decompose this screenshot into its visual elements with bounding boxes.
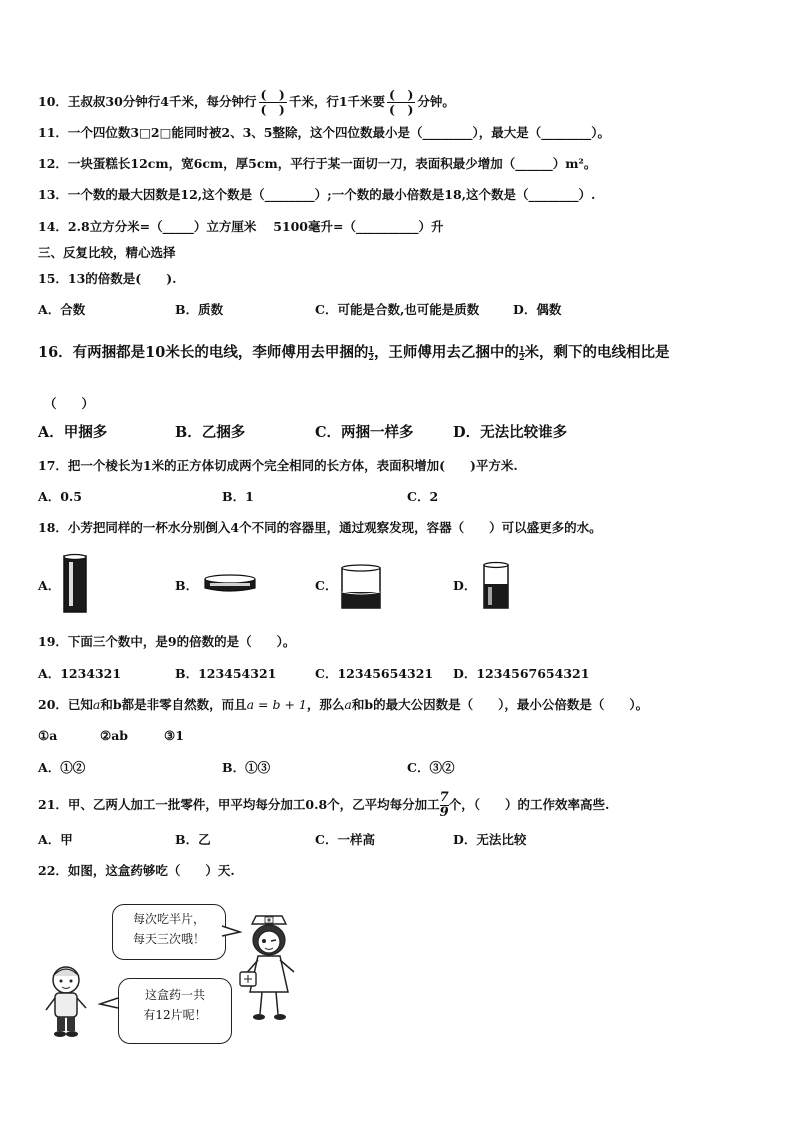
nurse-speech-bubble: 每次吃半片， 每天三次哦！ — [112, 904, 226, 960]
question-13: 13．一个数的最大因数是12,这个数是（________）;一个数的最小倍数是18,这个数是（________）. — [38, 187, 596, 202]
q19-option-a[interactable]: A．1234321 — [38, 666, 122, 681]
question-15: 15．13的倍数是( ). — [38, 271, 177, 286]
q21-option-b[interactable]: B．乙 — [175, 832, 211, 847]
question-20: 20．已知a和b都是非零自然数，而且a = b + 1，那么a和b的最大公因数是（ ），最小公倍数是（ ）。 — [38, 697, 649, 712]
q20-choice-3: ③1 — [164, 728, 184, 743]
q15-option-c[interactable]: C．可能是合数,也可能是质数 — [315, 302, 480, 317]
question-16: 16．有两捆都是10米长的电线，李师傅用去甲捆的 $\frac{1}{2}$ ，王师傅用去乙捆中的 $\frac{1}{2}$ 米，剩下的电线相比是 — [38, 343, 670, 362]
question-22: 22．如图，这盒药够吃（ ）天. — [38, 863, 235, 878]
q19-option-b[interactable]: B．123454321 — [175, 666, 277, 681]
q21-option-a[interactable]: A．甲 — [38, 832, 73, 847]
question-14: 14．2.8立方分米=（_____）立方厘米 5100毫升=（__________）升 — [38, 219, 444, 234]
question-19: 19．下面三个数中，是9的倍数的是（ ）。 — [38, 634, 296, 649]
q15-option-d[interactable]: D．偶数 — [513, 302, 562, 317]
fraction-half-2: $\frac{1}{2}$ — [518, 343, 525, 362]
q19-option-d[interactable]: D．1234567654321 — [453, 666, 590, 681]
container-a-tall-cylinder — [60, 552, 90, 616]
q18-option-a[interactable]: A． — [38, 578, 61, 593]
question-12: 12．一块蛋糕长12cm，宽6cm，厚5cm，平行于某一面切一刀，表面积最少增加（______）m²。 — [38, 156, 597, 171]
fraction-blank-2: $\frac{( )}{( )}$ — [389, 87, 414, 117]
q15-option-a[interactable]: A．合数 — [38, 302, 86, 317]
q16-answer-paren: （ ） — [44, 396, 95, 411]
q15-option-b[interactable]: B．质数 — [175, 302, 224, 317]
question-17: 17．把一个棱长为1米的正方体切成两个完全相同的长方体，表面积增加( )平方米. — [38, 458, 518, 473]
q16-option-b[interactable]: B．乙捆多 — [175, 424, 246, 441]
q17-option-b[interactable]: B．1 — [222, 489, 254, 504]
q20-choice-1: ①a — [38, 728, 58, 743]
q20-option-a[interactable]: A．①② — [38, 760, 86, 775]
q16-option-a[interactable]: A．甲捆多 — [38, 424, 108, 441]
q21-option-c[interactable]: C．一样高 — [315, 832, 375, 847]
q17-option-c[interactable]: C．2 — [407, 489, 439, 504]
fraction-half-1: $\frac{1}{2}$ — [368, 343, 374, 362]
q18-option-b[interactable]: B． — [175, 578, 199, 593]
q17-option-a[interactable]: A．0.5 — [38, 489, 82, 504]
question-10: 10．王叔叔30分钟行4千米，每分钟行 $\frac{( )}{( )}$ 千米，行1千米要 $\frac{( )}{( )}$ 分钟。 — [38, 87, 455, 117]
container-b-flat-dish — [202, 572, 258, 596]
q18-option-d[interactable]: D． — [453, 578, 477, 593]
question-18: 18．小芳把同样的一杯水分别倒入4个不同的容器里，通过观察发现，容器（ ）可以盛更多的水。 — [38, 520, 602, 535]
nurse-cartoon-icon — [238, 914, 300, 1024]
q20-option-b[interactable]: B．①③ — [222, 760, 271, 775]
q16-option-d[interactable]: D．无法比较谁多 — [453, 424, 568, 441]
bubble-tail-2 — [98, 994, 120, 1014]
question-21: 21．甲、乙两人加工一批零件，甲平均每分加工0.8个，乙平均每分加工 $\frac{7}{9}$ 个，（ ）的工作效率高些. — [38, 790, 610, 820]
container-d-narrow-beaker — [480, 560, 512, 612]
q19-option-c[interactable]: C．12345654321 — [315, 666, 434, 681]
q20-option-c[interactable]: C．③② — [407, 760, 455, 775]
question-11: 11．一个四位数3□2□能同时被2、3、5整除，这个四位数最小是（________），最大是（________）。 — [38, 125, 611, 140]
q21-option-d[interactable]: D．无法比较 — [453, 832, 527, 847]
child-speech-bubble: 这盒药一共 有12片呢！ — [118, 978, 232, 1044]
q20-choice-2: ②ab — [100, 728, 129, 743]
section-title: 三、反复比较，精心选择 — [38, 245, 176, 260]
fraction-seven-ninths: $\frac{7}{9}$ — [439, 790, 449, 820]
q16-option-c[interactable]: C．两捆一样多 — [315, 424, 414, 441]
child-cartoon-icon — [38, 962, 94, 1042]
fraction-blank-1: $\frac{( )}{( )}$ — [260, 87, 285, 117]
container-c-wide-beaker — [338, 562, 384, 612]
q18-option-c[interactable]: C． — [315, 578, 338, 593]
